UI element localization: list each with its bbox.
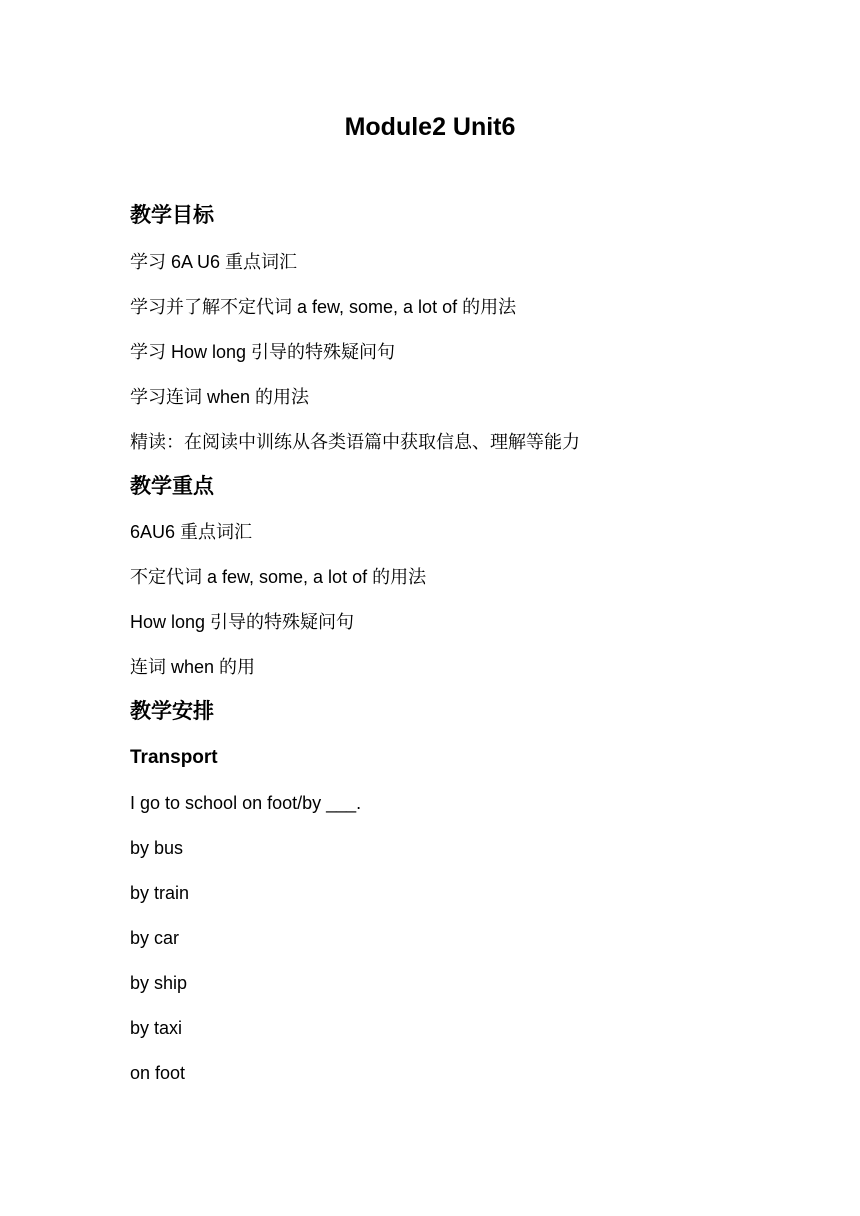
transport-item: by train: [130, 883, 190, 903]
objective-item: 学习并了解不定代词 a few, some, a lot of 的用法: [130, 297, 517, 317]
transport-item: by bus: [130, 838, 184, 858]
transport-item: by taxi: [130, 1018, 183, 1038]
objective-item: 精读：在阅读中训练从各类语篇中获取信息、理解等能力: [130, 432, 580, 452]
transport-subheading: Transport: [130, 747, 218, 768]
transport-item: by car: [130, 928, 180, 948]
transport-item: on foot: [130, 1063, 186, 1083]
section-heading-key-points: 教学重点: [130, 475, 214, 498]
transport-item: by ship: [130, 973, 188, 993]
section-heading-objectives: 教学目标: [130, 204, 214, 227]
section-heading-arrangement: 教学安排: [130, 700, 214, 723]
objective-item: 学习 How long 引导的特殊疑问句: [130, 342, 396, 362]
transport-item: I go to school on foot/by ___.: [130, 793, 362, 813]
key-point-item: How long 引导的特殊疑问句: [130, 612, 355, 632]
key-point-item: 6AU6 重点词汇: [130, 522, 253, 542]
key-point-item: 连词 when 的用: [130, 657, 256, 677]
document-title: Module2 Unit6: [344, 113, 516, 141]
key-point-item: 不定代词 a few, some, a lot of 的用法: [130, 567, 427, 587]
objective-item: 学习连词 when 的用法: [130, 387, 310, 407]
objective-item: 学习 6A U6 重点词汇: [130, 252, 298, 272]
